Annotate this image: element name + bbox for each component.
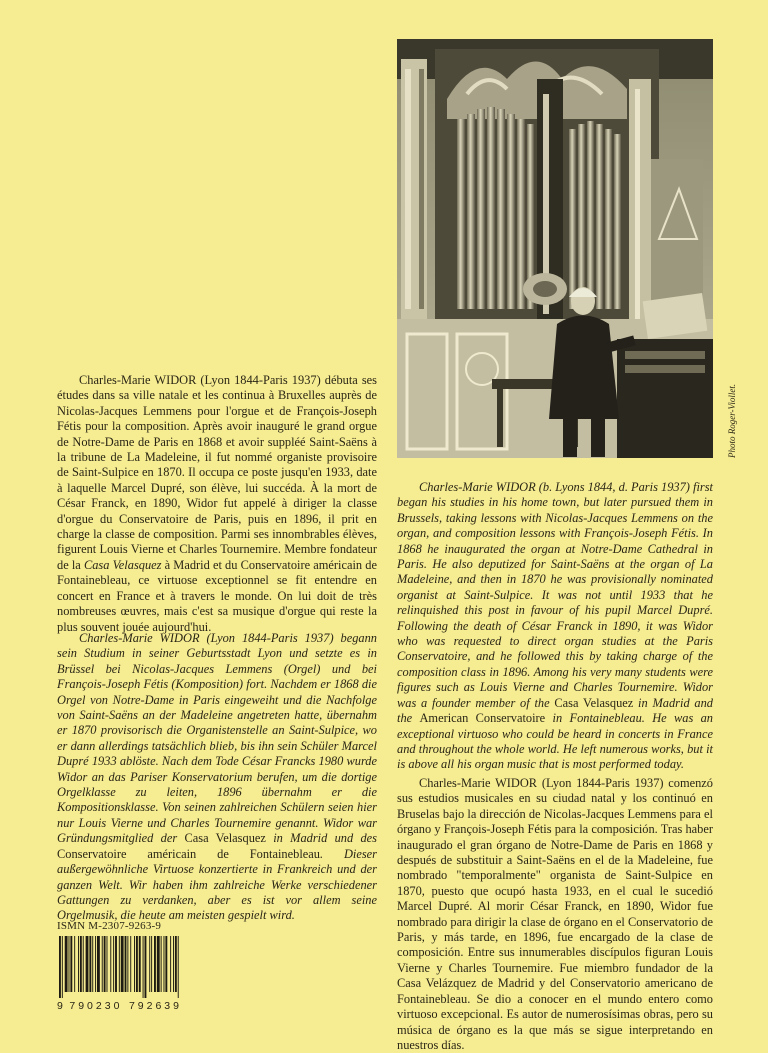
english-text-mid: in Madrid and the xyxy=(397,695,713,726)
english-biography xyxy=(397,480,713,773)
french-biography xyxy=(57,373,377,635)
english-text-1: Charles-Marie WIDOR (b. Lyons 1844, d. Paris 1937) first began his studies in his home town, but later pursued them in Brussels, taking lessons with Nicolas-Jacques Lemmens on the organ, and composition lessons with François-Joseph Fétis. In 1868 he inaugurated the organ at Notre-Dame Cathedral in Paris. He also deputized for Saint-Saëns at the organ of La Madeleine, and then in 1870 he was provisionally nominated organist at Saint-Sulpice. It was not until 1933 that he relinquished this post in favour of his pupil Marcel Dupré. Following the death of César Franck in 1890, it was Widor who was requested to direct organ studies at the Paris Conservatoire, and he followed this by taking charge of the composition class in 1896. Among his very many students were figures such as Louis Vierne and Charles Tournemire. Widor was a founder member of the xyxy=(397,480,713,710)
spanish-biography xyxy=(397,776,713,1053)
english-text-2: in Fontainebleau. He was an exceptional virtuoso who could be heard in concerts in France and throughout the whole world. He left numerous works, but it is above all his organ music that is most performed today. xyxy=(397,711,713,772)
spanish-text: Charles-Marie WIDOR (Lyon 1844-Paris 1937) comenzó sus estudios musicales en su ciudad natal y los continuó en Bruselas bajo la dirección de Nicolas-Jacques Lemmens para el órgano y François-Joseph Fétis para la composición. Tras haber inaugurado el gran órgano de Notre-Dame de Paris en 1868 y después de substituir a Saint-Saëns en el de la Madeleine, fue nombrado "temporalmente" organista de Saint-Sulpice en 1870, puesto que ocupó hasta 1933, en el cual le sucedió Marcel Dupré. Al morir César Franck, en 1890, Widor fue nombrado para dirigir la clase de órgano en el Conservatorio de Paris, y más tarde, en 1896, fue encargado de la clase de composición. Entre sus innumerables discípulos figuran Louis Vierne y Charles Tournemire. Fue miembro fundador de la Casa Velázquez de Madrid y del Conservatorio americano de Fontainebleau. Se dio a conocer en el mundo entero como virtuoso excepcional. Es autor de numerosísimas obras, pero su música de órgano es la que más se sigue interpretando en nuestros días. xyxy=(397,776,713,1052)
photo-credit: Photo Roger-Viollet. xyxy=(727,383,737,458)
french-text-1: Charles-Marie WIDOR (Lyon 1844-Paris 1937) débuta ses études dans sa ville natale et les continua à Bruxelles auprès de Nicolas-Jacques Lemmens pour l'orgue et de François-Joseph Fétis pour la composition. Après avoir inauguré le grand orgue de Notre-Dame de Paris en 1868 et avoir suppléé Saint-Saëns à la tribune de La Madeleine, il fut nommé organiste provisoire de Saint-Sulpice en 1870. Il occupa ce poste jusqu'en 1933, date à laquelle Marcel Dupré, son élève, lui succéda. À la mort de César Franck, en 1890, Widor fut appelé à diriger la classe d'orgue du Conservatoire de Paris, puis en 1896, il prit en charge la classe de composition. Parmi ses innombrables élèves, figurent Louis Vierne et Charles Tournemire. Membre fondateur de la xyxy=(57,373,377,572)
french-casa-velasquez: Casa Velasquez xyxy=(83,557,162,572)
ismn-number: ISMN M-2307-9263-9 xyxy=(57,920,162,932)
german-text-2: . Dieser außergewöhnliche Virtuose konzertierte in Frankreich und der ganzen Welt. Wir haben ihm zahlreiche Werke verschiedener Gattungen zu verdanken, aber es ist vor allem seine Orgelmusik, die heute am meisten gespielt wird. xyxy=(57,846,378,923)
widor-organ-photo xyxy=(397,39,713,458)
german-text-1: Charles-Marie WIDOR (Lyon 1844-Paris 1937) begann sein Studium in seiner Geburtsstadt Lyon und setzte es in Brüssel bei Nicolas-Jacques Lemmens (Orgel) und bei François-Joseph Fétis (Komposition) fort. Nachdem er 1868 die Orgel von Notre-Dame in Paris eingeweiht und die Nachfolge von Saint-Saëns an der Madeleine angetreten hatte, übernahm er 1870 provisorisch die Organistenstelle an Saint-Sulpice, wo er dann allerdings tatsächlich blieb, bis ihn sein Schüler Marcel Dupré 1933 ablöste. Nach dem Tode César Francks 1980 wurde Widor an das Pariser Konservatorium berufen, um die dortige Orgelklasse zu leiten, 1896 übernahm er die Kompositionsklasse. Von seinen zahlreichen Schülern seien hier nur Louis Vierne und Charles Tournemire genannt. Widor war Gründungsmitglied der xyxy=(57,631,377,846)
barcode-digits xyxy=(57,1000,182,1012)
german-casa-velasquez: Casa Velasquez xyxy=(184,831,266,846)
german-conservatoire: Conservatoire américain de Fontainebleau xyxy=(57,846,320,861)
german-biography xyxy=(57,631,377,924)
barcode-digit-group-1: 790230 xyxy=(69,1000,123,1012)
english-casa-velasquez: Casa Velasquez xyxy=(554,695,634,710)
barcode-digit-prefix: 9 xyxy=(57,1000,63,1012)
english-american-conservatoire: American Conservatoire xyxy=(419,711,546,726)
french-text-2: à Madrid et du Conservatoire américain de Fontainebleau, ce virtuose exceptionnel se fit entendre en concert en France et à travers le monde. On lui doit de très nombreuses œuvres, mais c'est sa musique d'orgue qui reste la plus souvent jouée aujourd'hui. xyxy=(57,557,377,634)
barcode-digit-group-2: 792639 xyxy=(128,1000,182,1012)
german-text-mid: in Madrid und des xyxy=(265,831,377,846)
